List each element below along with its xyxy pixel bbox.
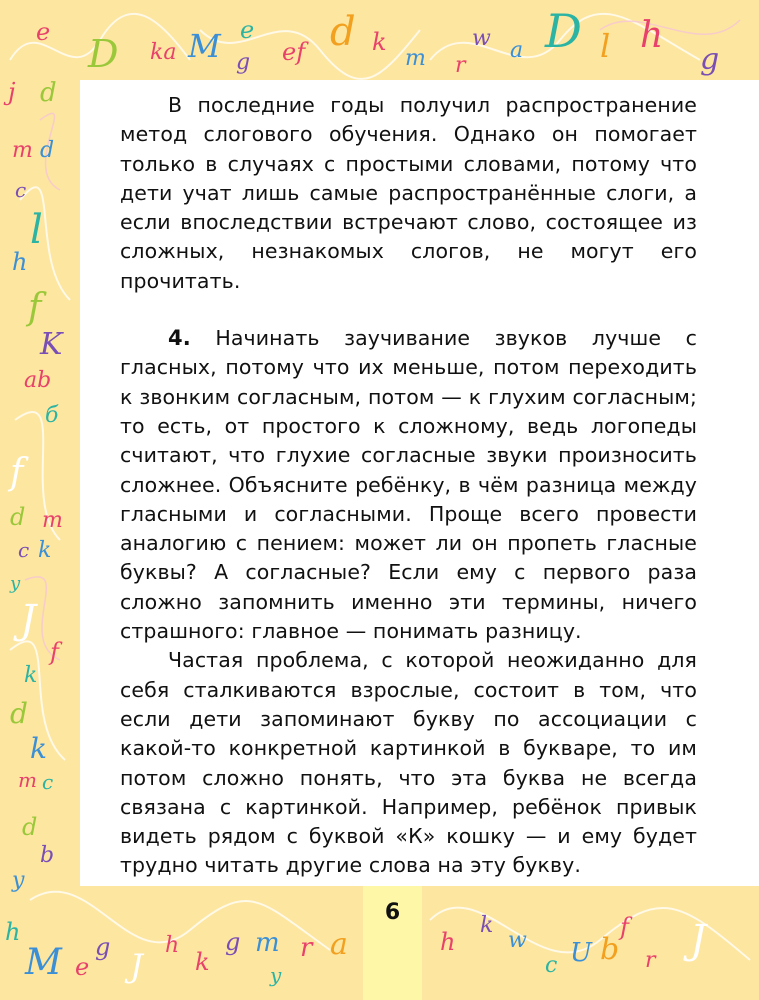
decorative-letter: m	[42, 508, 63, 533]
decorative-letter: m	[405, 46, 426, 71]
page-number-tab	[363, 886, 422, 1000]
text-panel	[80, 80, 759, 886]
decorative-letter: d	[10, 503, 26, 531]
decorative-letter: c	[15, 178, 27, 202]
decorative-letter: J	[690, 917, 707, 963]
decorative-letter: b	[600, 932, 620, 967]
decorative-letter: f	[28, 287, 42, 328]
decorative-letter: d	[40, 138, 55, 163]
decorative-letter: c	[42, 770, 54, 794]
decorative-letter: k	[372, 28, 387, 56]
decorative-letter: r	[455, 53, 466, 78]
decorative-letter: g	[95, 933, 111, 961]
decorative-letter: h	[640, 15, 664, 56]
page-number: 6	[384, 900, 401, 925]
section-4-text: Начинать заучивание звуков лучше с гласных, потому что их меньше, потом переходить к звонким согласным, потом — к глухим согласным; то есть, от простого к сложному, ведь логопеды считают, что глухие согласные звуки произносить сложнее. Объясните ребёнку, в чём разница между гласными и согласными. Проще всего провести аналогию с пением: может ли он пропеть гласные буквы? А согласные? Если ему с первого раза сложно запомнить именно эти термины, ничего страшного: главное — понимать разницу.	[120, 326, 697, 644]
decorative-letter: l	[30, 207, 43, 253]
decorative-letter: m	[255, 928, 280, 958]
section-number: 4.	[168, 326, 191, 351]
decorative-letter: g	[700, 42, 720, 77]
decorative-letter: J	[20, 597, 37, 643]
decorative-letter: k	[480, 913, 494, 938]
decorative-letter: c	[545, 953, 558, 978]
decorative-letter: M	[188, 27, 221, 65]
decorative-letter: f	[50, 638, 59, 666]
section-4-paragraph	[120, 324, 697, 646]
decorative-letter: a	[330, 927, 348, 962]
decorative-letter: m	[18, 768, 37, 792]
decorative-letter: e	[240, 16, 255, 44]
decorative-letter: l	[600, 27, 611, 65]
decorative-letter: d	[22, 813, 38, 841]
decorative-letter: h	[165, 933, 180, 958]
decorative-letter: g	[225, 928, 241, 956]
decorative-letter: U	[570, 938, 592, 968]
decorative-letter: б	[45, 403, 59, 428]
decorative-letter: f	[620, 913, 629, 941]
decorative-letter: y	[270, 963, 282, 987]
decorative-letter: w	[472, 26, 491, 51]
decorative-letter: k	[30, 732, 47, 765]
paragraph-slog-method: В последние годы получил распространение метод слогового обучения. Однако он помогает только в случаях с простыми словами, потому что дети учат лишь самые распространённые слоги, а если впоследствии встречают слово, состоящее из сложных, незнакомых слогов, не могут его прочитать.	[120, 93, 697, 293]
decorative-letter: K	[40, 327, 63, 362]
decorative-letter: J	[130, 947, 143, 985]
decorative-letter: d	[330, 9, 356, 55]
decorative-letter: d	[10, 697, 28, 730]
decorative-letter: c	[18, 538, 30, 562]
decorative-letter: k	[38, 538, 52, 563]
decorative-letter: j	[8, 78, 16, 106]
decorative-letter: y	[10, 573, 21, 594]
decorative-letter: y	[12, 868, 25, 893]
decorative-letter: ab	[24, 368, 52, 393]
decorative-letter: k	[24, 663, 38, 688]
paragraph-common-problem: Частая проблема, с которой неожиданно для себя сталкиваются взрослые, состоит в том, что если дети запоминают букву по ассоциации с какой-то конкретной картинкой в букваре, то им потом сложно понять, что эта буква не всегда связана с картинкой. Например, ребёнок привык видеть рядом с буквой «К» кошку — и ему будет трудно читать другие слова на эту букву.	[120, 648, 697, 878]
decorative-letter: e	[36, 18, 51, 46]
decorative-letter: ka	[150, 40, 177, 65]
decorative-letter: D	[545, 4, 582, 58]
decorative-letter: r	[300, 933, 313, 963]
decorative-letter: e	[75, 953, 90, 981]
decorative-letter: k	[195, 948, 210, 976]
decorative-letter: h	[440, 928, 456, 956]
decorative-letter: a	[510, 38, 524, 63]
decorative-letter: D	[88, 32, 119, 76]
decorative-letter: M	[25, 942, 62, 983]
decorative-letter: f	[10, 452, 24, 493]
decorative-letter: b	[40, 843, 55, 868]
decorative-letter: g	[236, 50, 251, 75]
decorative-letter: d	[40, 78, 57, 108]
decorative-letter: h	[12, 248, 28, 276]
decorative-letter: ef	[282, 38, 306, 66]
decorative-letter: w	[508, 928, 527, 953]
decorative-letter: h	[5, 918, 21, 946]
decorative-letter: r	[645, 948, 656, 973]
decorative-letter: m	[12, 138, 33, 163]
